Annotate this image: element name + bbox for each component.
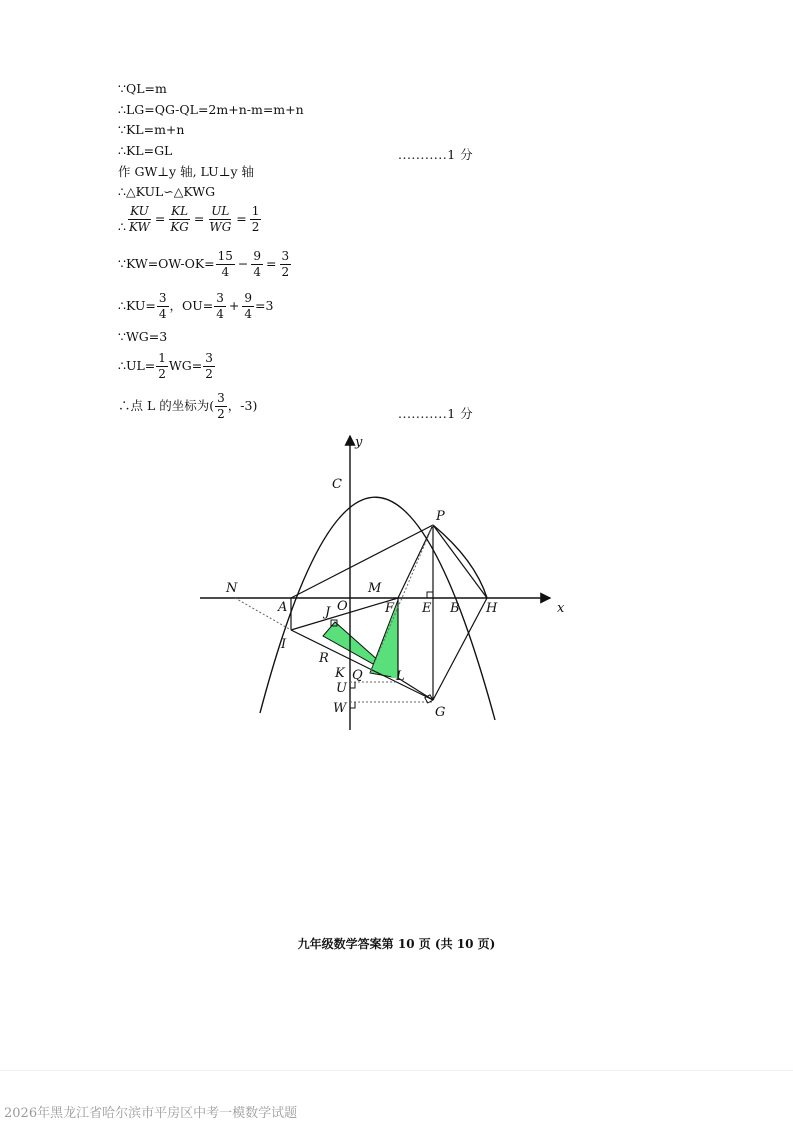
label-o: O [337, 599, 348, 614]
label-i: I [281, 637, 287, 652]
numerator: 3 [281, 249, 290, 263]
fraction-15-4 [216, 250, 235, 278]
numerator: UL [211, 204, 230, 218]
denominator: 4 [253, 264, 262, 279]
numerator: 3 [158, 291, 167, 305]
parabola-upper [260, 497, 495, 720]
denominator: 2 [217, 406, 225, 421]
segment-pf [398, 525, 433, 598]
line11-prefix: ∴UL= [118, 357, 156, 373]
watermark-title: 2026年黑龙江省哈尔滨市平房区中考一模数学试题 [4, 1106, 298, 1121]
solution-line-6: ∴△KUL∽△KWG [118, 184, 216, 199]
score-mark-2: ...........1 分 [398, 406, 474, 421]
fraction-one-half [156, 352, 168, 380]
denominator: KG [170, 219, 189, 234]
label-c: C [332, 477, 342, 492]
equals-sign: = [266, 255, 277, 271]
denominator: KW [128, 219, 150, 234]
solution-line-10: ∵WG=3 [118, 329, 168, 344]
label-m: M [368, 581, 382, 596]
label-y: y [355, 435, 363, 450]
line8-prefix: ∵KW=OW-OK= [118, 255, 215, 271]
label-u: U [336, 681, 347, 696]
label-x: x [557, 601, 565, 616]
label-f: F [385, 601, 395, 616]
solution-line-11 [118, 352, 216, 380]
numerator: KU [130, 204, 149, 218]
label-j: J [325, 605, 331, 620]
fraction-ku-value [157, 292, 169, 320]
label-w: W [333, 701, 347, 716]
right-angle-e [427, 592, 433, 598]
denominator: 2 [158, 366, 166, 381]
numerator: 1 [251, 204, 260, 218]
label-g: G [435, 705, 446, 720]
fraction-one-half [250, 205, 262, 233]
segment-hg [433, 598, 487, 700]
equals-sign: = [236, 210, 247, 226]
label-a: A [278, 600, 288, 615]
solution-line-9 [118, 292, 273, 320]
denominator: 4 [221, 264, 230, 279]
fraction-ul-wg [207, 205, 233, 233]
solution-line-3: ∵KL=m+n [118, 122, 185, 137]
label-r: R [319, 651, 329, 666]
fraction-3-4 [214, 292, 226, 320]
equals-sign: = [193, 210, 205, 226]
numerator: 3 [216, 291, 224, 305]
denominator: WG [209, 219, 232, 234]
numerator: 3 [217, 391, 225, 405]
numerator: KL [171, 204, 189, 218]
label-q: Q [352, 668, 363, 683]
numerator: 9 [244, 291, 253, 305]
dotted-pq [370, 525, 433, 673]
label-e: E [422, 601, 432, 616]
fraction-9-4 [251, 250, 263, 278]
fraction-3-2 [203, 352, 215, 380]
page-footer: 九年级数学答案第 10 页 (共 10 页) [297, 937, 496, 951]
plus-sign: + [228, 297, 240, 313]
line9-prefix: ∴KU= [118, 297, 156, 313]
score-mark-1: ...........1 分 [398, 147, 474, 162]
line9-suffix: =3 [255, 297, 274, 313]
segment-ig [291, 630, 433, 700]
solution-line-8 [118, 250, 292, 278]
fraction-ku-kw [127, 205, 152, 233]
label-n: N [226, 581, 238, 596]
denominator: 2 [251, 219, 260, 234]
fraction-kl-kg [168, 205, 191, 233]
solution-line-7 [118, 205, 262, 233]
minus-sign: − [237, 255, 249, 271]
line9-mid: ，OU= [169, 297, 214, 313]
numerator: 3 [205, 351, 213, 365]
equals-sign: = [154, 210, 166, 226]
denominator: 4 [244, 306, 253, 321]
numerator: 1 [158, 351, 166, 365]
line12-prefix: ∴点 L 的坐标为( [118, 397, 215, 413]
denominator: 4 [216, 306, 224, 321]
solution-line-4: ∴KL=GL [118, 143, 173, 158]
segment-ph [433, 525, 487, 598]
numerator: 15 [217, 249, 233, 263]
denominator: 2 [205, 366, 213, 381]
fraction-9-4 [242, 292, 254, 320]
label-k: K [335, 666, 345, 681]
solution-line-12 [118, 392, 257, 420]
fraction-3-2 [215, 392, 227, 420]
label-h: H [486, 601, 498, 616]
geometry-figure [195, 430, 575, 740]
label-l: L [396, 669, 405, 684]
denominator: 4 [158, 306, 167, 321]
label-p: P [436, 509, 445, 524]
fraction-3-2 [280, 250, 292, 278]
numerator: 9 [253, 249, 262, 263]
denominator: 2 [281, 264, 290, 279]
line7-prefix: ∴ [118, 218, 126, 234]
right-angle-w [350, 702, 355, 708]
solution-line-1: ∵QL=m [118, 81, 167, 96]
solution-line-2: ∴LG=QG-QL=2m+n-m=m+n [118, 102, 304, 117]
solution-line-5: 作 GW⊥y 轴, LU⊥y 轴 [118, 164, 254, 179]
line12-suffix: ，-3) [227, 397, 258, 413]
footer-divider [0, 1070, 793, 1071]
line11-mid: WG= [168, 357, 203, 373]
label-b: B [450, 601, 460, 616]
